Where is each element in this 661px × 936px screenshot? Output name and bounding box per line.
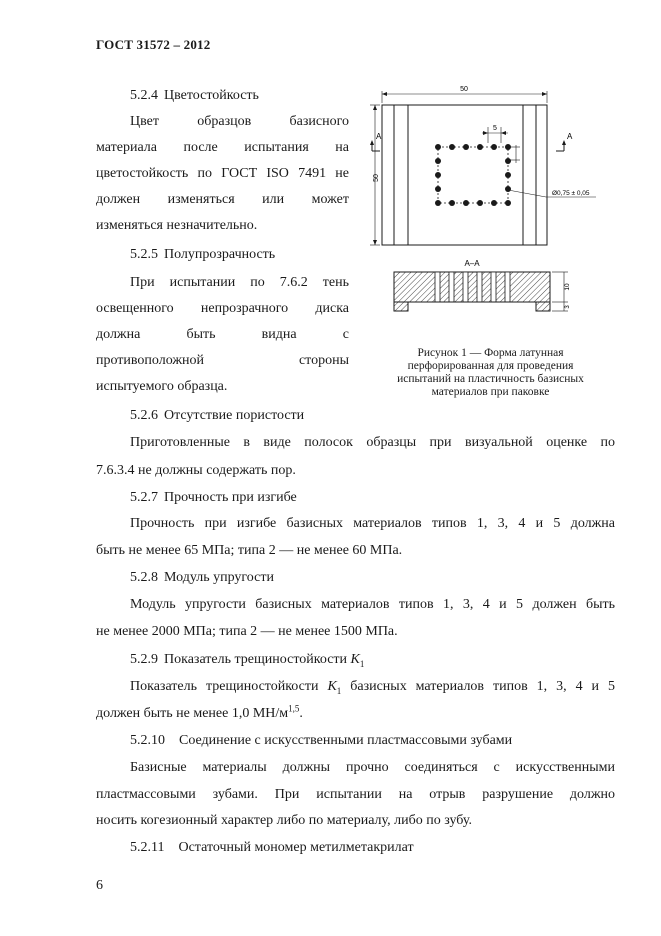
s524-line-3: цветостойкость по ГОСТ ISO 7491 не (96, 166, 349, 181)
section-5-2-6-heading (130, 403, 304, 429)
section-number: 5.2.8 (130, 570, 158, 585)
section-title: Полупрозрачность (164, 247, 276, 262)
section-number: 5.2.4 (130, 88, 158, 103)
section-mark-right: А (567, 132, 573, 141)
caption-line-4: материалов при паковке (431, 386, 550, 398)
section-5-2-8-heading (130, 565, 274, 591)
section-title: Прочность при изгибе (164, 490, 297, 505)
s529-line-2 (96, 701, 615, 727)
section-5-2-9-heading (130, 647, 364, 673)
s526-line-1: Приготовленные в виде полосок образцы при визуальной оценке по (130, 435, 615, 450)
k-subscript: 1 (336, 685, 342, 696)
s528-line-2: не менее 2000 МПа; типа 2 — не менее 1500 МПа. (96, 624, 398, 639)
figure-brass-mold (368, 83, 613, 323)
s528-line-1: Модуль упругости базисных материалов типов 1, 3, 4 и 5 должен быть (130, 597, 615, 612)
hole-pattern-outline (438, 147, 508, 203)
s524-line-2: материала после испытания на (96, 140, 349, 155)
dim-base-label: 3 (565, 305, 571, 309)
section-5-2-7-heading (130, 485, 297, 511)
s525-line-5: испытуемого образца. (96, 379, 228, 394)
figure-caption (368, 347, 613, 399)
s524-line-1: Цвет образцов базисного (130, 114, 349, 129)
k-subscript: 1 (359, 658, 365, 669)
section-5-2-5-heading (130, 242, 275, 268)
s5210-line-2: пластмассовыми зубами. При испытании на отрыв разрушение должно (96, 787, 615, 802)
section-number: 5.2.10 (130, 733, 165, 748)
s529-line-1 (96, 674, 615, 700)
holes (435, 144, 511, 206)
s5210-line-1: Базисные материалы должны прочно соединяться с искусственными (130, 760, 615, 775)
hole-leader-line (508, 190, 546, 197)
document-header: ГОСТ 31572 – 2012 (96, 37, 211, 52)
section-5-2-11-heading (130, 835, 414, 861)
section-view (394, 272, 571, 311)
s525-line-4: противоположной стороны (96, 353, 349, 368)
section-number: 5.2.5 (130, 247, 158, 262)
section-number: 5.2.6 (130, 408, 158, 423)
caption-line-1: Рисунок 1 — Форма латунная (417, 347, 564, 359)
exponent: 1,5 (288, 703, 300, 714)
section-number: 5.2.7 (130, 490, 158, 505)
s529-l1-end: базисных материалов типов 1, 3, 4 и 5 (341, 679, 615, 694)
section-mark-left: А (376, 132, 382, 141)
section-5-2-10-heading (130, 728, 512, 754)
s529-l1-start: Показатель трещиностойкости (130, 679, 328, 694)
section-number: 5.2.9 (130, 652, 158, 667)
section-title: Модуль упругости (164, 570, 274, 585)
s529-l2-end: . (299, 706, 303, 721)
s5210-line-3: носить когезионный характер либо по материалу, либо по зубу. (96, 813, 472, 828)
dim-width-label: 50 (460, 86, 468, 93)
caption-line-2: перфорированная для проведения (407, 360, 574, 372)
s524-line-4: должен изменяться или может (96, 192, 349, 207)
section-title: Показатель трещиностойкости (164, 652, 351, 667)
section-5-2-4-heading (130, 83, 259, 109)
s524-line-5: изменяться незначительно. (96, 218, 258, 233)
section-title: Соединение с искусственными пластмассовыми зубами (179, 733, 513, 748)
s527-line-2: быть не менее 65 МПа; типа 2 — не менее 60 МПа. (96, 543, 403, 558)
plate-outline (382, 105, 547, 245)
dim-pitch-label: 5 (493, 125, 497, 132)
dim-height-label: 50 (373, 174, 380, 182)
dim-hole-label: Ø0,75 ± 0,05 (552, 190, 590, 197)
s525-line-1: При испытании по 7.6.2 тень (130, 275, 349, 290)
section-number: 5.2.11 (130, 840, 165, 855)
s525-line-3: должна быть видна с (96, 327, 349, 342)
s529-l2-start: должен быть не менее 1,0 МН/м (96, 706, 289, 721)
s525-line-2: освещенного непрозрачного диска (96, 301, 349, 316)
dim-thick-label: 10 (564, 283, 571, 291)
page-number: 6 (96, 878, 103, 893)
caption-line-3: испытаний на пластичность базисных (397, 373, 584, 385)
section-label: А–А (464, 259, 480, 268)
s527-line-1: Прочность при изгибе базисных материалов типов 1, 3, 4 и 5 должна (130, 516, 615, 531)
section-title: Отсутствие пористости (164, 408, 305, 423)
k-symbol: K (350, 652, 360, 667)
k-symbol: K (327, 679, 337, 694)
section-title: Цветостойкость (164, 88, 259, 103)
section-title: Остаточный мономер метилметакрилат (178, 840, 414, 855)
s526-line-2: 7.6.3.4 не должны содержать пор. (96, 463, 296, 478)
